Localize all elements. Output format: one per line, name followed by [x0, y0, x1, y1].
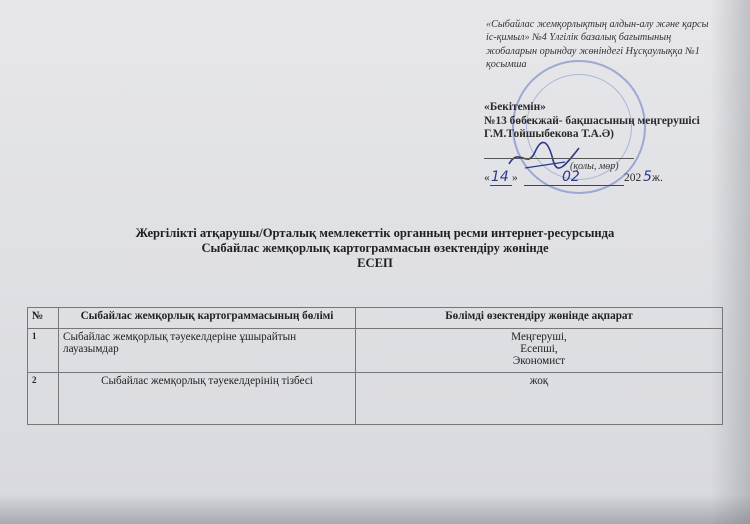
date-open-quote: « — [484, 172, 490, 184]
header-number: № — [28, 308, 59, 329]
approver-position: №13 бөбекжай- бақшасының меңгерушісі — [484, 114, 700, 127]
title-line-2: Сыбайлас жемқорлық картограммасын өзектендіру жөнінде — [201, 241, 549, 255]
appendix-note — [486, 18, 726, 72]
info-line: Меңгеруші, — [511, 331, 567, 343]
report-table — [27, 307, 723, 425]
date-day-underline — [490, 185, 512, 186]
appendix-line: іс-қимыл» №4 Үлгілік базалық бағытының — [486, 32, 672, 44]
row-number: 1 — [28, 329, 59, 373]
date-year-suffix: ж. — [652, 172, 663, 184]
date-day: 14 — [491, 169, 509, 185]
table-row — [28, 329, 723, 373]
date-month-underline — [524, 185, 624, 186]
date-year-prefix: 202 — [624, 172, 642, 184]
signature-caption: (қолы, мөр) — [570, 161, 619, 172]
approval-block — [484, 101, 744, 142]
approval-label: «Бекітемін» — [484, 101, 546, 113]
approver-name: Г.М.Тойшыбекова Т.А.Ә) — [484, 128, 614, 140]
title-line-1: Жергілікті атқарушы/Орталық мемлекеттік органның ресми интернет-ресурсында — [135, 226, 615, 240]
table-header-row — [28, 308, 723, 329]
signature-line — [484, 158, 634, 159]
date-month: 02 — [562, 169, 580, 185]
row-section: Сыбайлас жемқорлық тәуекелдерінің тізбесі — [59, 373, 356, 425]
date-year-digit: 5 — [643, 169, 652, 185]
header-section: Сыбайлас жемқорлық картограммасының бөлімі — [59, 308, 356, 329]
appendix-line: «Сыбайлас жемқорлықтың алдын-алу және қарсы — [486, 19, 709, 30]
appendix-line: қосымша — [486, 59, 527, 71]
approval-date — [484, 169, 704, 190]
appendix-line: жобаларын орындау жөніндегі Нұсқаулыққа №1 — [486, 45, 700, 57]
info-line: жоқ — [529, 375, 549, 387]
page-shadow — [710, 0, 750, 524]
row-info — [356, 373, 723, 425]
row-info — [356, 329, 723, 373]
info-line: Есепші, — [520, 343, 558, 355]
title-line-3: ЕСЕП — [357, 256, 393, 270]
table-row — [28, 373, 723, 425]
header-info: Бөлімді өзектендіру жөнінде ақпарат — [356, 308, 723, 329]
row-section: Сыбайлас жемқорлық тәуекелдеріне ұшырайтын лауазымдар — [59, 329, 356, 373]
date-close-quote: » — [512, 172, 518, 184]
page-shadow — [0, 494, 750, 524]
info-line: Экономист — [512, 355, 566, 367]
report-title — [0, 226, 750, 271]
row-number: 2 — [28, 373, 59, 425]
